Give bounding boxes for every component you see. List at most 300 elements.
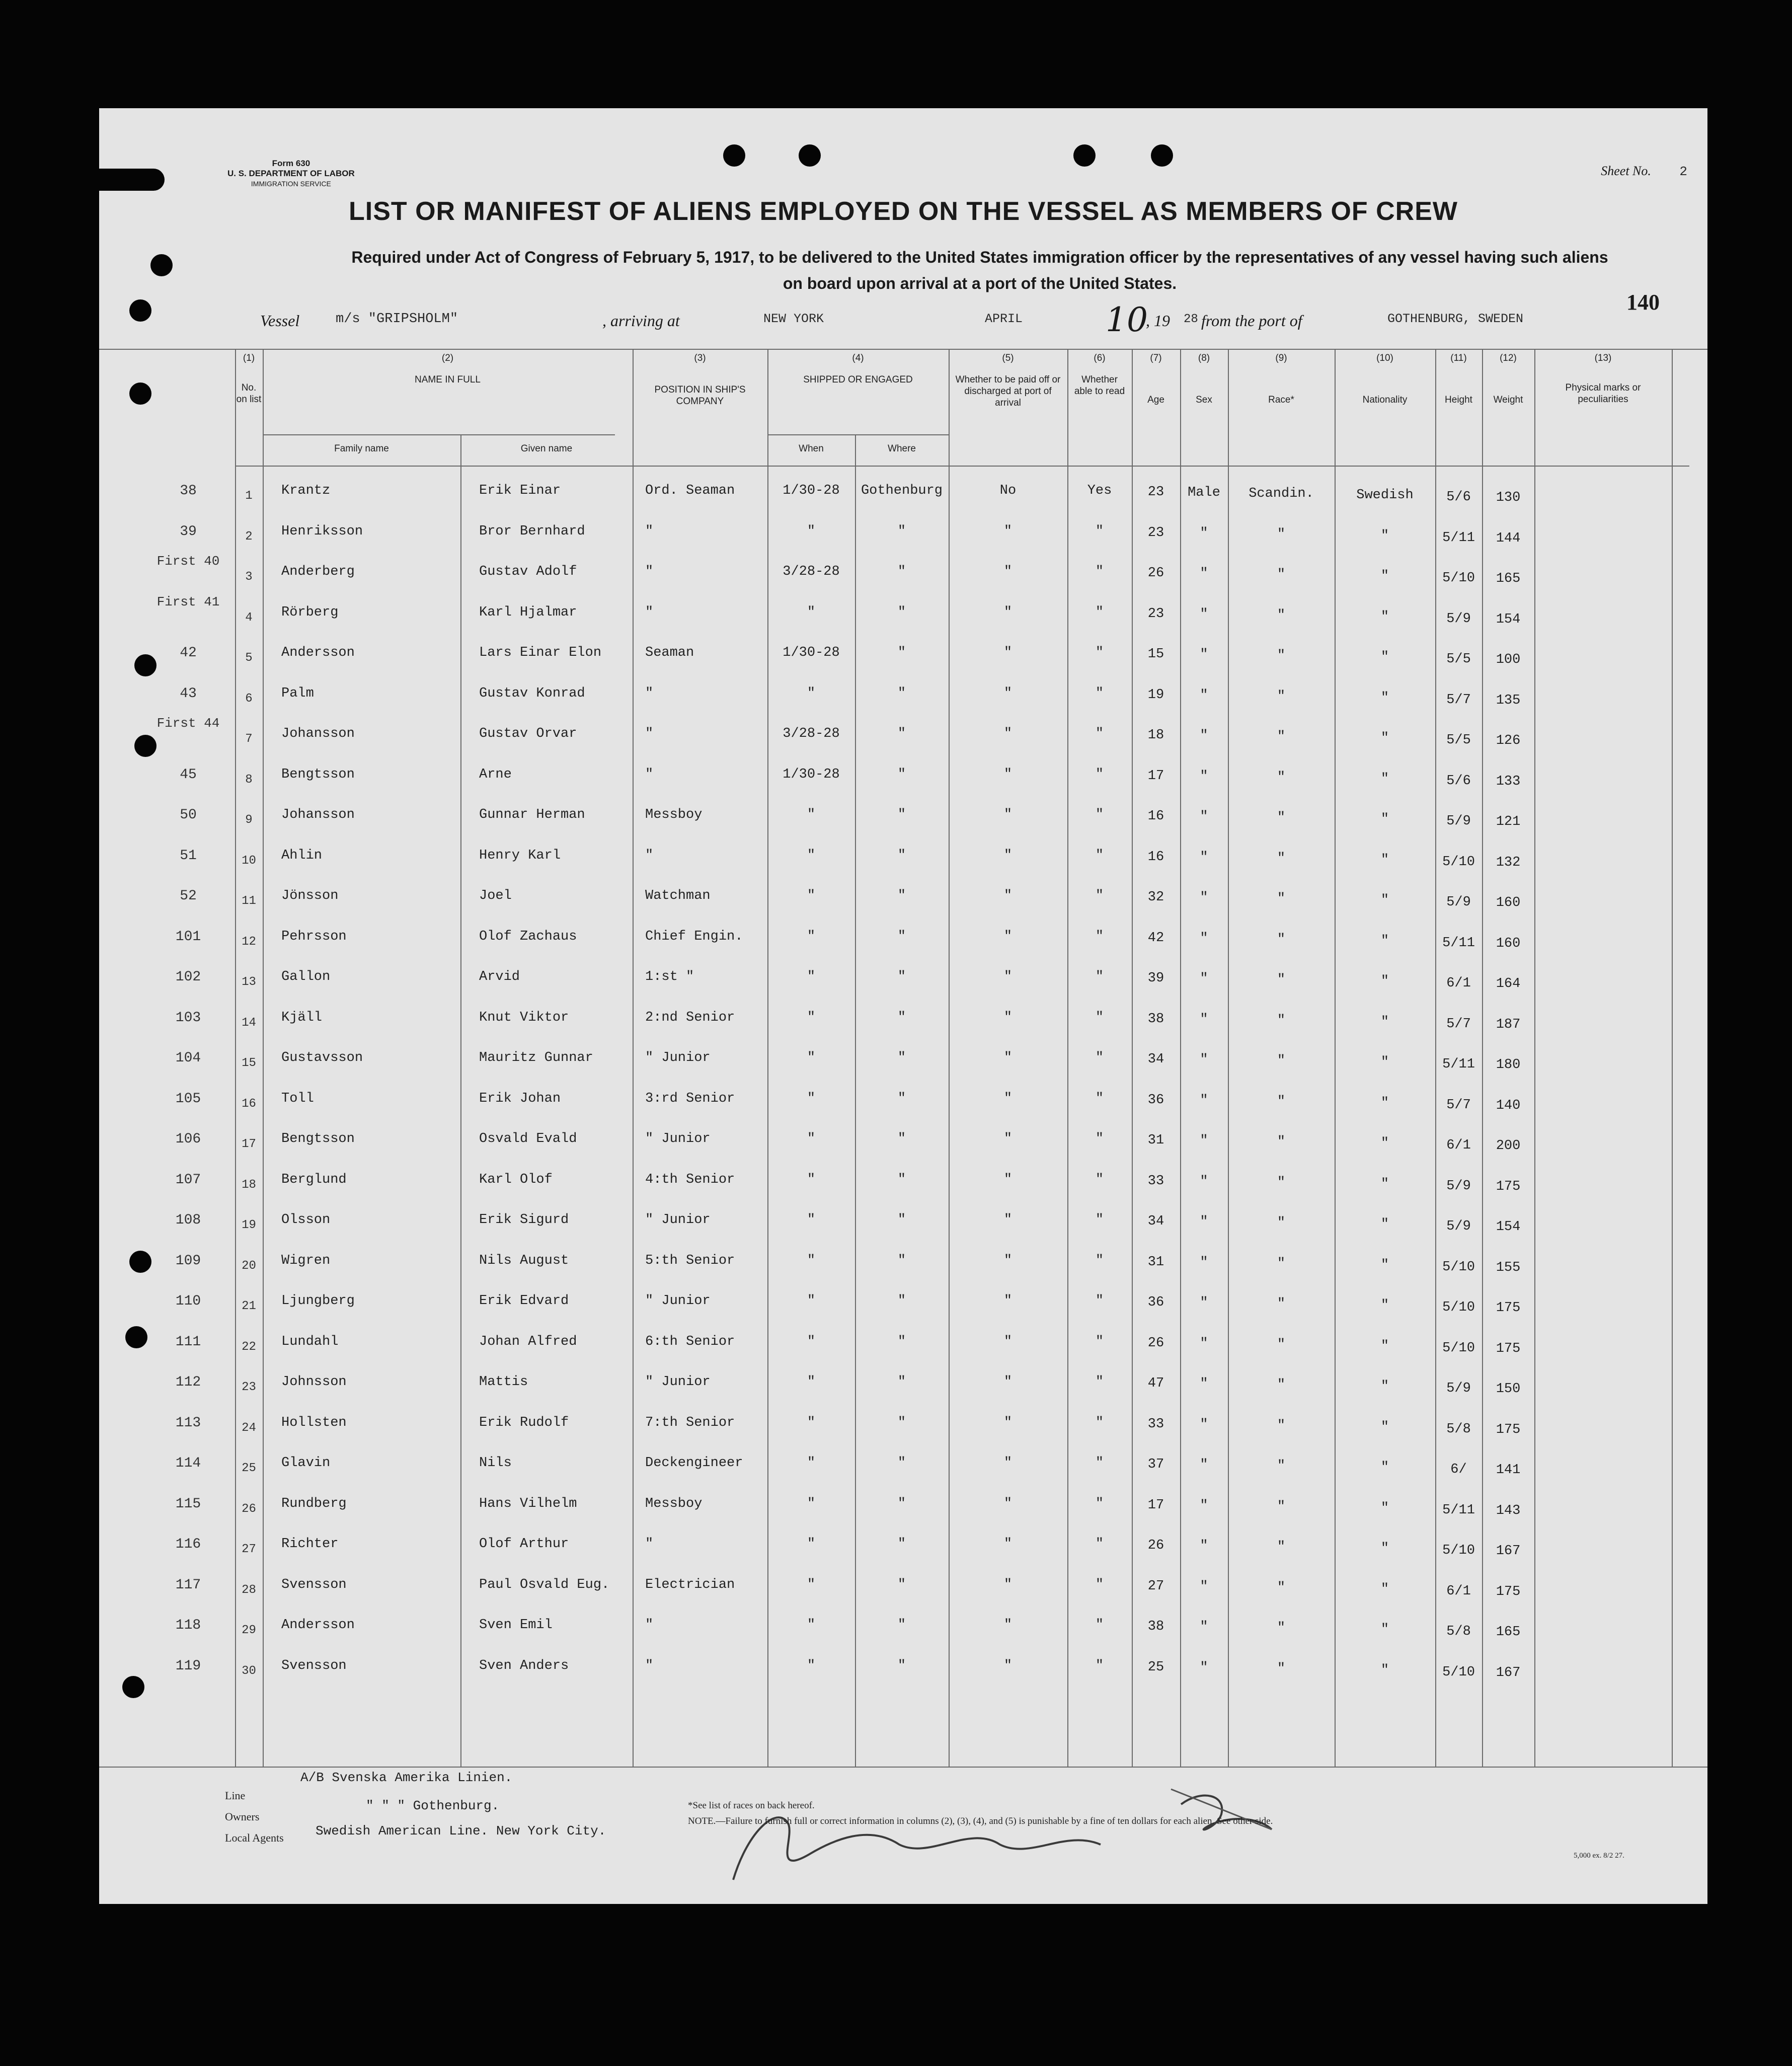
race-cell: " [1277, 729, 1286, 744]
col-number: (10) [1376, 353, 1393, 363]
line-value: A/B Svenska Amerika Linien. [300, 1770, 513, 1785]
punch-hole [134, 654, 157, 676]
arrival-year: 28 [1184, 313, 1198, 326]
row-number: 9 [245, 813, 253, 827]
read-cell: " [1095, 1537, 1104, 1552]
col-7-header [1132, 352, 1180, 406]
name-subheader-rule [263, 434, 615, 435]
nationality-cell: " [1380, 771, 1389, 787]
sex-cell: " [1200, 647, 1208, 662]
given-cell: Knut Viktor [479, 1010, 569, 1025]
height-cell: 5/7 [1446, 1097, 1471, 1113]
given-cell: Lars Einar Elon [479, 645, 602, 660]
where-cell: " [897, 1618, 906, 1633]
height-cell: 5/10 [1442, 1340, 1475, 1356]
row-number: 24 [242, 1421, 256, 1435]
given-cell: Gustav Konrad [479, 685, 585, 701]
weight-cell: 130 [1496, 490, 1521, 505]
row-number: 8 [245, 773, 253, 787]
age-cell: 15 [1147, 647, 1164, 662]
nationality-cell: " [1380, 1176, 1389, 1192]
height-cell: 5/5 [1446, 733, 1471, 748]
weight-cell: 167 [1496, 1544, 1521, 1559]
sex-cell: " [1200, 1498, 1208, 1513]
read-cell: " [1095, 1577, 1104, 1592]
paid-cell: " [1003, 1091, 1012, 1106]
family-cell: Johansson [281, 726, 355, 741]
position-cell: " Junior [645, 1050, 711, 1065]
family-cell: Hollsten [281, 1415, 347, 1430]
row-number: 25 [242, 1462, 256, 1475]
where-cell: " [897, 1253, 906, 1268]
family-cell: Krantz [281, 483, 331, 498]
paid-cell: " [1003, 1456, 1012, 1471]
signature-mark [718, 1729, 1297, 1895]
nationality-cell: " [1380, 1014, 1389, 1030]
nationality-cell: " [1380, 1460, 1389, 1475]
col-8-header [1180, 352, 1228, 406]
sex-cell: " [1200, 1012, 1208, 1027]
age-cell: 31 [1147, 1133, 1164, 1148]
when-cell: " [807, 929, 816, 944]
position-cell: 1:st " [645, 969, 694, 984]
height-cell: 5/7 [1446, 692, 1471, 708]
given-cell: Olof Arthur [479, 1537, 569, 1552]
margin-number: 50 [180, 807, 197, 823]
punch-hole [129, 299, 151, 322]
row-number: 18 [242, 1178, 256, 1192]
nationality-cell: " [1380, 933, 1389, 949]
nationality-cell: " [1380, 893, 1389, 908]
age-cell: 34 [1147, 1052, 1164, 1067]
given-cell: Mattis [479, 1374, 528, 1390]
form-header [227, 159, 355, 189]
read-cell: " [1095, 1374, 1104, 1390]
nationality-cell: " [1380, 1257, 1389, 1273]
read-cell: " [1095, 1091, 1104, 1106]
when-cell: " [807, 1334, 816, 1349]
paid-cell: " [1003, 1293, 1012, 1309]
from-port-label: from the port of [1201, 312, 1302, 330]
given-cell: Nils August [479, 1253, 569, 1268]
given-cell: Karl Olof [479, 1172, 553, 1187]
when-cell: " [807, 1658, 816, 1673]
given-cell: Arvid [479, 969, 520, 984]
position-cell: Deckengineer [645, 1456, 743, 1471]
column-divider [263, 349, 264, 1767]
height-cell: 5/11 [1442, 1502, 1475, 1518]
height-cell: 5/9 [1446, 611, 1471, 627]
row-number: 10 [242, 854, 256, 868]
line-label: Line [225, 1789, 246, 1802]
arriving-label: , arriving at [602, 312, 680, 330]
paid-cell: " [1003, 1010, 1012, 1025]
margin-number: 113 [175, 1415, 201, 1431]
owners-value: " " " Gothenburg. [366, 1798, 500, 1813]
age-cell: 39 [1147, 971, 1164, 986]
race-cell: " [1277, 567, 1286, 582]
where-cell: " [897, 1050, 906, 1065]
col-number: (2) [441, 353, 454, 363]
when-cell: 3/28-28 [783, 726, 840, 741]
when-cell: " [807, 1537, 816, 1552]
age-cell: 23 [1147, 606, 1164, 622]
col-label: SHIPPED OR ENGAGED [803, 374, 913, 385]
where-cell: " [897, 1658, 906, 1673]
age-cell: 47 [1147, 1376, 1164, 1391]
age-cell: 26 [1147, 566, 1164, 581]
weight-cell: 175 [1496, 1422, 1521, 1437]
height-cell: 5/10 [1442, 571, 1475, 586]
margin-number: First 44 [157, 716, 220, 731]
height-cell: 5/9 [1446, 1381, 1471, 1396]
col-1-header [235, 352, 263, 405]
margin-number: 112 [175, 1374, 201, 1390]
paid-cell: " [1003, 726, 1012, 741]
family-cell: Toll [281, 1091, 314, 1106]
arrival-day: 10 [1106, 300, 1148, 339]
paid-cell: No [999, 483, 1017, 498]
where-cell: " [897, 1172, 906, 1187]
departure-port: GOTHENBURG, SWEDEN [1387, 312, 1524, 326]
nationality-cell: " [1380, 812, 1389, 827]
position-cell: " Junior [645, 1212, 711, 1228]
position-cell: " [645, 848, 654, 863]
age-cell: 33 [1147, 1416, 1164, 1432]
when-cell: 3/28-28 [783, 564, 840, 579]
given-cell: Hans Vilhelm [479, 1496, 577, 1511]
margin-number: 51 [180, 848, 197, 864]
position-cell: " Junior [645, 1374, 711, 1390]
family-cell: Gustavsson [281, 1050, 363, 1065]
age-cell: 42 [1147, 930, 1164, 946]
local-agents-value: Swedish American Line. New York City. [316, 1823, 606, 1839]
height-cell: 5/7 [1446, 1016, 1471, 1032]
paid-cell: " [1003, 1496, 1012, 1511]
given-cell: Karl Hjalmar [479, 604, 577, 620]
sex-cell: " [1200, 971, 1208, 986]
nationality-cell: " [1380, 1379, 1389, 1394]
sex-cell: " [1200, 606, 1208, 622]
punch-hole [129, 382, 151, 405]
punch-hole [723, 144, 745, 167]
row-number: 21 [242, 1299, 256, 1313]
where-cell: " [897, 969, 906, 984]
read-cell: " [1095, 523, 1104, 539]
margin-number: 115 [175, 1496, 201, 1512]
race-cell: " [1277, 1296, 1286, 1312]
race-cell: " [1277, 1215, 1286, 1231]
margin-number: 119 [175, 1658, 201, 1674]
row-number: 27 [242, 1543, 256, 1556]
weight-cell: 141 [1496, 1463, 1521, 1478]
race-cell: " [1277, 1621, 1286, 1636]
age-cell: 38 [1147, 1619, 1164, 1634]
margin-number: 114 [175, 1456, 201, 1471]
paid-cell: " [1003, 1618, 1012, 1633]
when-cell: " [807, 1618, 816, 1633]
torn-edge [99, 169, 165, 191]
where-cell: " [897, 848, 906, 863]
sex-cell: " [1200, 1295, 1208, 1311]
arrival-port: NEW YORK [763, 312, 824, 326]
family-cell: Berglund [281, 1172, 347, 1187]
sex-cell: " [1200, 1052, 1208, 1067]
when-cell: " [807, 604, 816, 620]
where-cell: Gothenburg [861, 483, 943, 498]
race-cell: " [1277, 1013, 1286, 1028]
given-cell: Arne [479, 767, 512, 782]
punch-hole [134, 735, 157, 757]
when-cell: " [807, 848, 816, 863]
read-cell: " [1095, 1010, 1104, 1025]
page-title: LIST OR MANIFEST OF ALIENS EMPLOYED ON THE VESSEL AS MEMBERS OF CREW [349, 197, 1458, 226]
where-cell: " [897, 523, 906, 539]
paid-cell: " [1003, 1050, 1012, 1065]
read-cell: " [1095, 604, 1104, 620]
row-number: 16 [242, 1097, 256, 1111]
sex-cell: " [1200, 1336, 1208, 1351]
paid-cell: " [1003, 969, 1012, 984]
read-cell: " [1095, 1253, 1104, 1268]
height-cell: 5/8 [1446, 1624, 1471, 1639]
nationality-cell: " [1380, 609, 1389, 625]
margin-number: 105 [175, 1091, 201, 1107]
nationality-cell: " [1380, 1095, 1389, 1111]
family-cell: Rundberg [281, 1496, 347, 1511]
age-cell: 33 [1147, 1173, 1164, 1189]
sex-cell: " [1200, 728, 1208, 743]
paid-cell: " [1003, 888, 1012, 903]
nationality-cell: " [1380, 1298, 1389, 1313]
sex-cell: " [1200, 1458, 1208, 1473]
row-number: 2 [245, 529, 253, 544]
position-cell: 5:th Senior [645, 1253, 735, 1268]
nationality-cell: " [1380, 1338, 1389, 1354]
margin-number: 117 [175, 1577, 201, 1593]
given-cell: Gunnar Herman [479, 807, 585, 822]
margin-number: 106 [175, 1131, 201, 1147]
family-cell: Wigren [281, 1253, 331, 1268]
position-cell: " [645, 1618, 654, 1633]
family-cell: Olsson [281, 1212, 331, 1228]
punch-hole [799, 144, 821, 167]
family-cell: Lundahl [281, 1334, 339, 1349]
local-agents-label: Local Agents [225, 1831, 284, 1844]
col-label: POSITION IN SHIP'S COMPANY [654, 385, 746, 407]
paid-cell: " [1003, 1415, 1012, 1430]
race-cell: " [1277, 1053, 1286, 1068]
col-label: Physical marks or peculiarities [1565, 382, 1641, 405]
given-cell: Erik Johan [479, 1091, 561, 1106]
col-number: (11) [1450, 353, 1467, 363]
col-13-header [1534, 352, 1672, 405]
family-cell: Johnsson [281, 1374, 347, 1390]
position-cell: 4:th Senior [645, 1172, 735, 1187]
weight-cell: 154 [1496, 611, 1521, 627]
row-number: 7 [245, 732, 253, 746]
row-number: 23 [242, 1381, 256, 1394]
row-number: 3 [245, 570, 253, 584]
where-cell: " [897, 1334, 906, 1349]
nationality-cell: " [1380, 690, 1389, 706]
where-cell: " [897, 767, 906, 782]
height-cell: 5/6 [1446, 490, 1471, 505]
weight-cell: 126 [1496, 733, 1521, 748]
margin-number: 101 [175, 929, 201, 945]
height-cell: 5/10 [1442, 1259, 1475, 1275]
position-cell: " [645, 564, 654, 579]
margin-number: 38 [180, 483, 197, 499]
given-cell: Joel [479, 888, 512, 903]
col-number: (8) [1198, 353, 1210, 363]
age-cell: 23 [1147, 485, 1164, 500]
where-cell: " [897, 929, 906, 944]
where-cell: " [897, 726, 906, 741]
height-cell: 5/11 [1442, 1057, 1475, 1072]
paid-cell: " [1003, 929, 1012, 944]
col-number: (7) [1150, 353, 1162, 363]
position-cell: 6:th Senior [645, 1334, 735, 1349]
race-cell: " [1277, 972, 1286, 987]
col-number: (5) [1002, 353, 1014, 363]
height-cell: 5/5 [1446, 652, 1471, 667]
col-label: No. on list [236, 382, 262, 405]
statute-text [250, 244, 1709, 296]
nationality-cell: " [1380, 1217, 1389, 1232]
col-label: Age [1147, 395, 1164, 405]
sex-cell: " [1200, 1620, 1208, 1635]
row-number: 30 [242, 1664, 256, 1678]
col-6-header [1067, 352, 1132, 397]
where-cell: " [897, 1374, 906, 1390]
read-cell: " [1095, 726, 1104, 741]
height-cell: 6/1 [1446, 1583, 1471, 1599]
position-cell: Ord. Seaman [645, 483, 735, 498]
margin-number: 109 [175, 1253, 201, 1269]
given-cell: Osvald Evald [479, 1131, 577, 1146]
family-cell: Palm [281, 685, 314, 701]
column-divider [1672, 349, 1673, 1767]
age-cell: 16 [1147, 809, 1164, 824]
statute-line-2: on board upon arrival at a port of the United States. [783, 274, 1177, 292]
race-cell: " [1277, 1094, 1286, 1109]
age-cell: 38 [1147, 1011, 1164, 1027]
nationality-cell: " [1380, 1581, 1389, 1597]
read-cell: " [1095, 1293, 1104, 1309]
weight-cell: 160 [1496, 895, 1521, 910]
weight-cell: 167 [1496, 1665, 1521, 1680]
race-cell: " [1277, 770, 1286, 785]
col-12-header [1482, 352, 1534, 406]
read-cell: " [1095, 1334, 1104, 1349]
weight-cell: 121 [1496, 814, 1521, 829]
sex-cell: " [1200, 566, 1208, 581]
height-cell: 5/6 [1446, 773, 1471, 789]
given-cell: Bror Bernhard [479, 523, 585, 539]
race-cell: " [1277, 607, 1286, 623]
family-cell: Andersson [281, 1618, 355, 1633]
family-cell: Anderberg [281, 564, 355, 579]
when-cell: " [807, 969, 816, 984]
header-bottom-rule [235, 466, 1689, 467]
sheet-number [1601, 164, 1687, 179]
sex-cell: " [1200, 687, 1208, 703]
where-cell: " [897, 1293, 906, 1309]
col-label: NAME IN FULL [415, 374, 481, 385]
read-cell: " [1095, 1658, 1104, 1673]
nationality-cell: " [1380, 1662, 1389, 1678]
when-cell: " [807, 807, 816, 822]
family-cell: Bengtsson [281, 1131, 355, 1146]
nationality-cell: " [1380, 1500, 1389, 1516]
age-cell: 36 [1147, 1295, 1164, 1310]
manifest-number: 140 [1626, 290, 1660, 315]
when-cell: 1/30-28 [783, 767, 840, 782]
col-label: Sex [1196, 395, 1212, 405]
race-cell: " [1277, 1540, 1286, 1555]
where-cell: " [897, 807, 906, 822]
sex-cell: " [1200, 809, 1208, 824]
age-cell: 34 [1147, 1214, 1164, 1229]
col-label: Weight [1493, 395, 1523, 405]
race-cell: " [1277, 1134, 1286, 1150]
punch-hole [150, 254, 173, 276]
height-cell: 5/10 [1442, 1543, 1475, 1558]
weight-cell: 200 [1496, 1138, 1521, 1154]
margin-number: 108 [175, 1212, 201, 1228]
margin-number: 110 [175, 1293, 201, 1309]
read-cell: " [1095, 685, 1104, 701]
margin-number: 104 [175, 1050, 201, 1066]
when-cell: " [807, 1131, 816, 1146]
position-cell: 2:nd Senior [645, 1010, 735, 1025]
row-number: 6 [245, 692, 253, 706]
position-cell: " [645, 1537, 654, 1552]
age-cell: 16 [1147, 849, 1164, 865]
when-cell: " [807, 1577, 816, 1592]
read-cell: " [1095, 1131, 1104, 1146]
form-number: Form 630 [272, 159, 310, 168]
race-cell: " [1277, 1337, 1286, 1352]
height-cell: 5/9 [1446, 1178, 1471, 1194]
read-cell: " [1095, 1172, 1104, 1187]
race-cell: " [1277, 851, 1286, 866]
when-cell: " [807, 1496, 816, 1511]
read-cell: " [1095, 1415, 1104, 1430]
paid-cell: " [1003, 523, 1012, 539]
age-cell: 25 [1147, 1659, 1164, 1675]
paid-cell: " [1003, 645, 1012, 660]
weight-cell: 165 [1496, 571, 1521, 586]
weight-cell: 187 [1496, 1017, 1521, 1032]
read-cell: " [1095, 564, 1104, 579]
given-cell: Sven Emil [479, 1618, 553, 1633]
owners-label: Owners [225, 1810, 260, 1823]
sex-cell: " [1200, 769, 1208, 784]
race-cell: " [1277, 688, 1286, 704]
family-cell: Ahlin [281, 848, 323, 863]
paid-cell: " [1003, 1658, 1012, 1673]
row-number: 4 [245, 610, 253, 625]
weight-cell: 133 [1496, 774, 1521, 789]
read-cell: " [1095, 1496, 1104, 1511]
weight-cell: 175 [1496, 1300, 1521, 1316]
age-cell: 23 [1147, 525, 1164, 541]
col-label: Race* [1268, 395, 1294, 405]
row-number: 17 [242, 1137, 256, 1151]
weight-cell: 132 [1496, 855, 1521, 870]
